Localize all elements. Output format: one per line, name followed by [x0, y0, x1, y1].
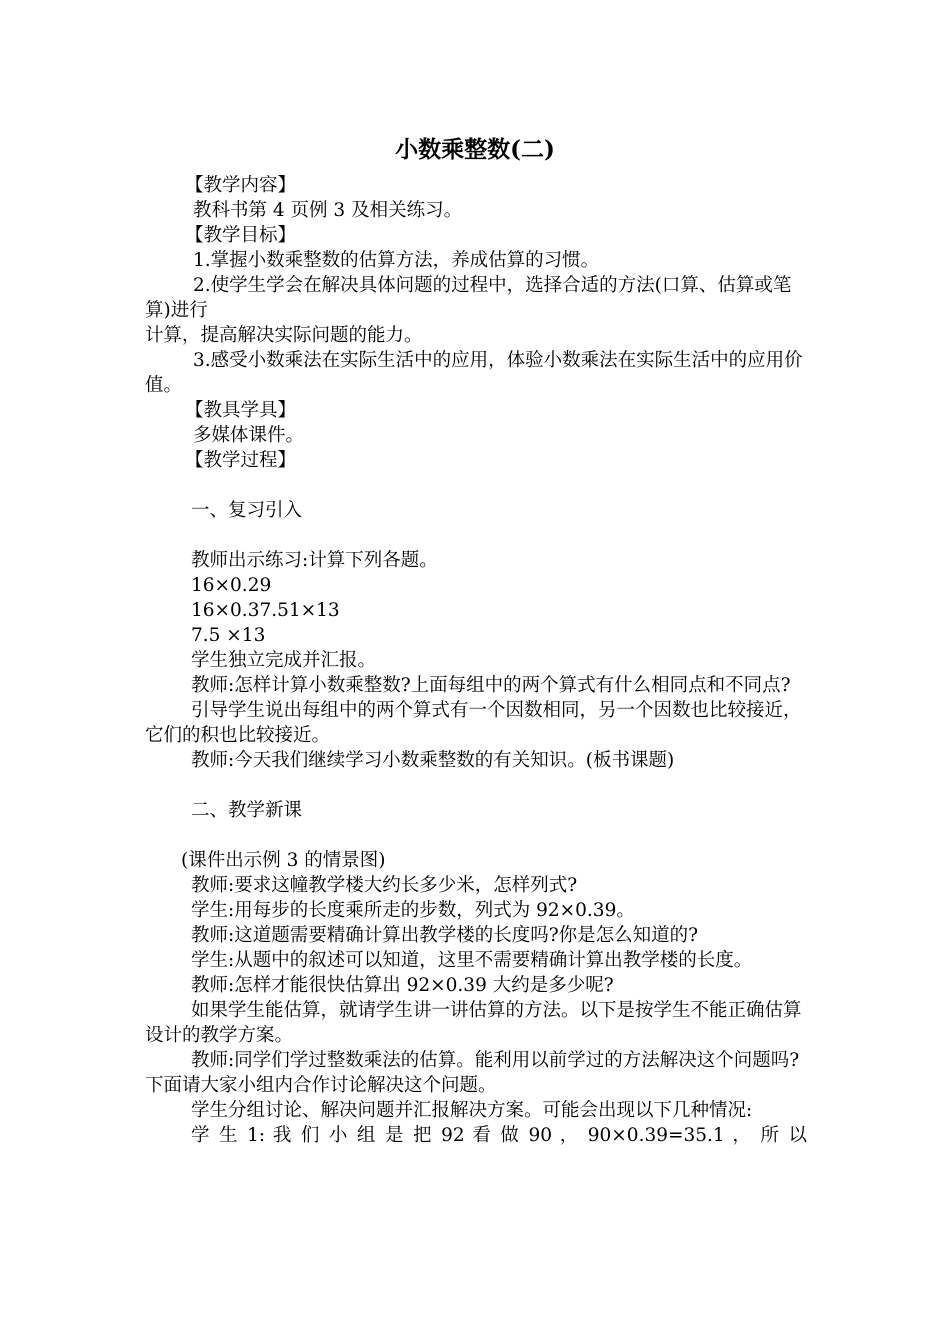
paragraph: 学 生 1: 我 们 小 组 是 把 92 看 做 90 ， 90×0.39=35.1 ， 所 以 — [191, 1125, 807, 1146]
section-heading-process: 【教学过程】 — [185, 450, 297, 471]
paragraph: 学生分组讨论、解决问题并汇报解决方案。可能会出现以下几种情况: — [191, 1100, 753, 1121]
spacer — [145, 523, 807, 548]
paragraph: 教师出示练习:计算下列各题。 — [191, 550, 438, 571]
spacer — [145, 773, 807, 798]
paragraph: 计算，提高解决实际问题的能力。 — [145, 325, 423, 346]
formula-line: 16×0.29 — [191, 575, 272, 596]
section-heading-content: 【教学内容】 — [185, 175, 297, 196]
paragraph: 如果学生能估算，就请学生讲一讲估算的方法。以下是按学生不能正确估算设计的教学方案。 — [145, 1000, 802, 1046]
paragraph: 学生:从题中的叙述可以知道，这里不需要精确计算出教学楼的长度。 — [191, 950, 753, 971]
spacer — [145, 473, 807, 498]
paragraph: 学生:用每步的长度乘所走的步数，列式为 92×0.39。 — [191, 900, 635, 921]
paragraph: 教师:同学们学过整数乘法的估算。能利用以前学过的方法解决这个问题吗?下面请大家小组内合作讨论解决这个问题。 — [145, 1050, 800, 1096]
paragraph: 教师:怎样计算小数乘整数?上面每组中的两个算式有什么相同点和不同点? — [191, 675, 791, 696]
paragraph: 多媒体课件。 — [193, 425, 305, 446]
paragraph: 引导学生说出每组中的两个算式有一个因数相同，另一个因数也比较接近，它们的积也比较接近。 — [145, 700, 802, 746]
spacer — [145, 823, 807, 848]
paragraph: 教师:要求这幢教学楼大约长多少米，怎样列式? — [191, 875, 578, 896]
paragraph: 1.掌握小数乘整数的估算方法，养成估算的习惯。 — [193, 250, 600, 271]
subsection-heading: 一、复习引入 — [191, 500, 303, 521]
paragraph: 教师:这道题需要精确计算出教学楼的长度吗?你是怎么知道的? — [191, 925, 699, 946]
paragraph: 教师:今天我们继续学习小数乘整数的有关知识。(板书课题) — [191, 750, 675, 771]
paragraph: 教科书第 4 页例 3 及相关练习。 — [193, 200, 463, 221]
page-title: 小数乘整数(二) — [395, 136, 555, 163]
formula-line: 16×0.37.51×13 — [191, 600, 340, 621]
paragraph: 教师:怎样才能很快估算出 92×0.39 大约是多少呢? — [191, 975, 614, 996]
subsection-heading: 二、教学新课 — [191, 800, 303, 821]
paragraph: 2.使学生学会在解决具体问题的过程中，选择合适的方法(口算、估算或笔算)进行 — [145, 275, 792, 321]
section-heading-goals: 【教学目标】 — [185, 225, 297, 246]
section-heading-tools: 【教具学具】 — [185, 400, 297, 421]
formula-line: 7.5 ×13 — [191, 625, 266, 646]
paragraph: (课件出示例 3 的情景图) — [181, 850, 386, 871]
paragraph: 3.感受小数乘法在实际生活中的应用，体验小数乘法在实际生活中的应用价值。 — [145, 350, 803, 396]
document-body — [145, 173, 807, 1148]
paragraph: 学生独立完成并汇报。 — [191, 650, 377, 671]
